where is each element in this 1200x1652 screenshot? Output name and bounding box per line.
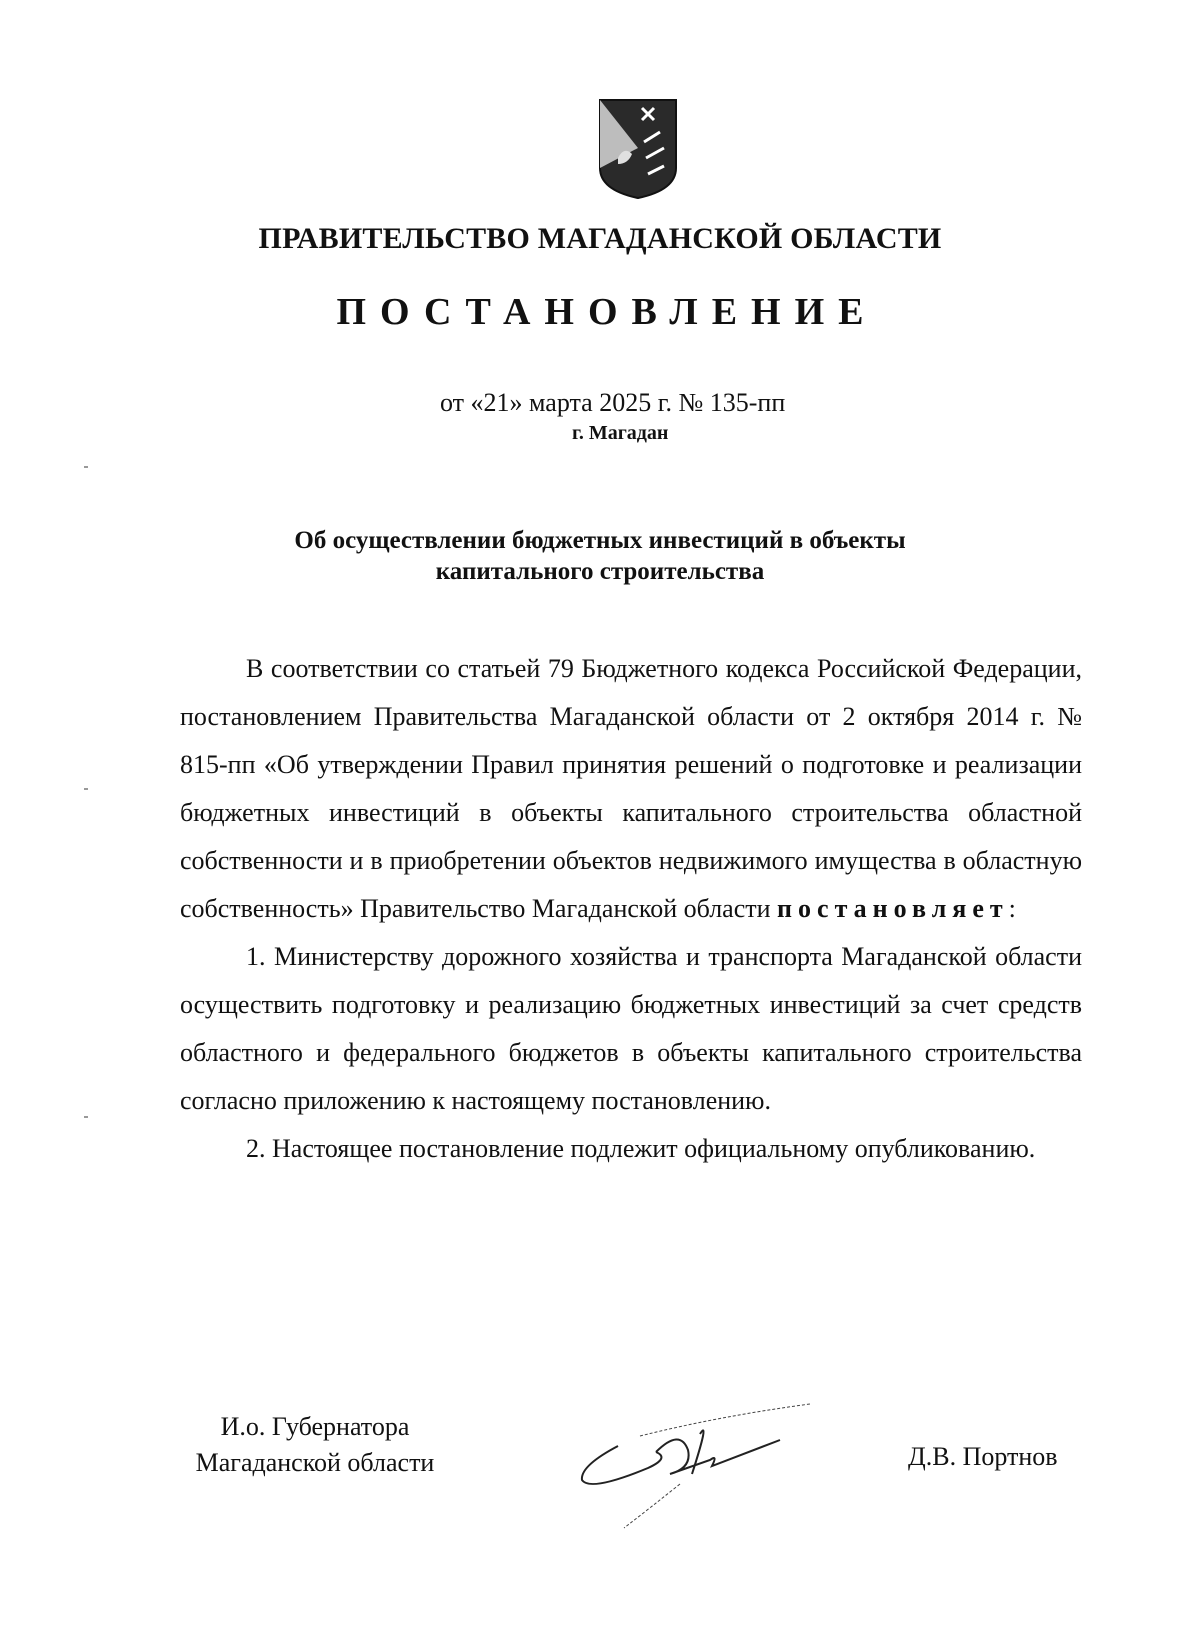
clause-2: 2. Настоящее постановление подлежит официальному опубликованию.: [246, 1134, 1036, 1163]
signatory-position-line-1: И.о. Губернатора: [220, 1412, 410, 1441]
title-line-2: капитального строительства: [435, 558, 765, 585]
scan-margin-mark: [84, 466, 88, 468]
title-line-1: Об осуществлении бюджетных инвестиций в объекты: [294, 527, 906, 554]
scan-margin-mark: [84, 788, 88, 790]
resolves-word: постановляет: [777, 894, 1009, 923]
preamble-paragraph: [180, 645, 1082, 933]
preamble-text: В соответствии со статьей 79 Бюджетного кодекса Российской Федерации, постановлением Правительства Магаданской области от 2 октября 2014 г. № 815-пп «Об утверждении Правил принятия решений о подготовке и реализации бюджетных инвестиций в объекты капитального строительства областной собственности и в приобретении объектов недвижимого имущества в областную собственность» Правительство Магаданской области: [180, 654, 1082, 923]
signatory-name: Д.В. Портнов: [908, 1442, 1058, 1471]
document-body: [180, 645, 1082, 1173]
signatory-position-line-2: Магаданской области: [195, 1448, 435, 1477]
document-city: г. Магадан: [572, 422, 669, 444]
organization-name: ПРАВИТЕЛЬСТВО МАГАДАНСКОЙ ОБЛАСТИ: [258, 222, 942, 255]
resolves-colon: :: [1008, 894, 1016, 923]
document-title: [0, 525, 1200, 587]
handwritten-signature: [560, 1388, 820, 1538]
coat-of-arms-icon: [598, 98, 678, 200]
signatory-position: [180, 1409, 450, 1481]
scan-margin-mark: [84, 1116, 88, 1118]
document-date-number: от «21» марта 2025 г. № 135-пп: [440, 388, 786, 417]
clause-1: 1. Министерству дорожного хозяйства и транспорта Магаданской области осуществить подготовку и реализацию бюджетных инвестиций за счет средств областного и федерального бюджетов в объекты капитального строительства согласно приложению к настоящему постановлению.: [180, 942, 1082, 1115]
document-type: ПОСТАНОВЛЕНИЕ: [336, 291, 878, 333]
